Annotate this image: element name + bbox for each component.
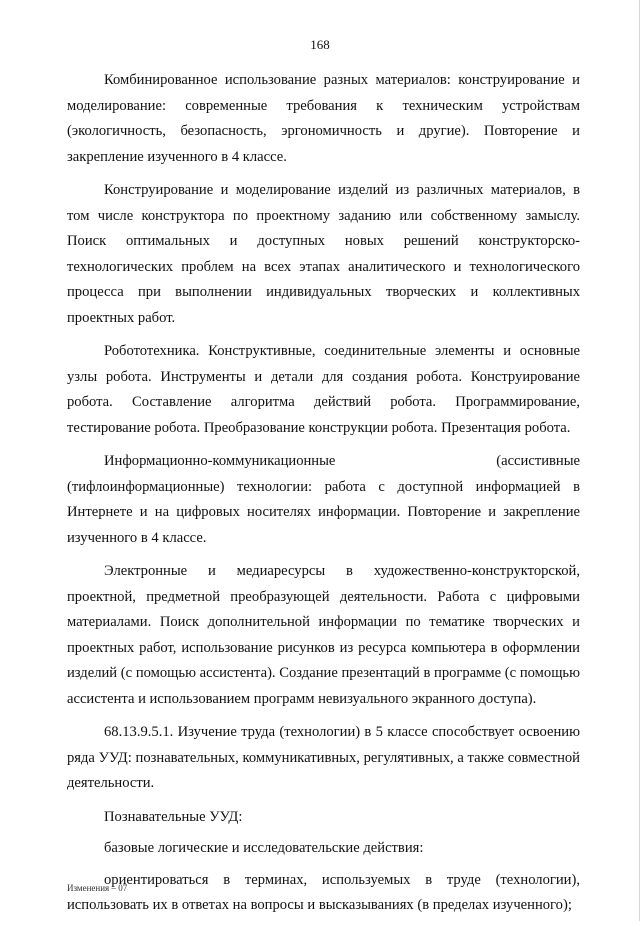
paragraph-basic-logical-actions: базовые логические и исследовательские действия:	[104, 840, 424, 856]
footer-revision-note: Изменения – 07	[67, 883, 128, 893]
document-body	[67, 68, 580, 927]
paragraph-media-resources: Электронные и медиаресурсы в художественно-конструкторской, проектной, предметной преобразующей деятельности. Работа с цифровыми материалами. Поиск дополнительной информации по тематике творческих и проектных работ, использование рисунков из ресурса компьютера в оформлении изделий (с помощью ассистента). Создание презентаций в программе (с помощью ассистента и использованием программ невизуального экранного доступа).	[67, 563, 580, 707]
paragraph-terms-orientation: ориентироваться в терминах, используемых в труде (технологии), использовать их в ответах на вопросы и высказываниях (в пределах изученного);	[67, 871, 580, 913]
paragraph-robotics: Робототехника. Конструктивные, соединительные элементы и основные узлы робота. Инструменты и детали для создания робота. Конструирование робота. Составление алгоритма действий робота. Программирование, тестирование робота. Преобразование конструкции робота. Презентация робота.	[67, 343, 580, 436]
paragraph-combined-materials: Комбинированное использование разных материалов: конструирование и моделирование: современные требования к техническим устройствам (экологичность, безопасность, эргономичность и другие). Повторение и закрепление изученного в 4 классе.	[67, 72, 580, 165]
paragraph-cognitive-uud: Познавательные УУД:	[104, 808, 243, 825]
paragraph-ict: Информационно-коммуникационные (ассистивные (тифлоинформационные) технологии: работа с доступной информацией в Интернете и на цифровых носителях информации. Повторение и закрепление изученного в 4 классе.	[67, 453, 580, 546]
paragraph-section-68-13-9-5-1: 68.13.9.5.1. Изучение труда (технологии) в 5 классе способствует освоению ряда УУД: познавательных, коммуникативных, регулятивных, а также совместной деятельности.	[67, 724, 580, 791]
page-number: 168	[310, 37, 330, 52]
paragraph-construction-modeling: Конструирование и моделирование изделий из различных материалов, в том числе конструктора по проектному заданию или собственному замыслу. Поиск оптимальных и доступных новых решений конструкторско-технологических проблем на всех этапах аналитического и технологического процесса при выполнении индивидуальных творческих и коллективных проектных работ.	[67, 182, 580, 326]
